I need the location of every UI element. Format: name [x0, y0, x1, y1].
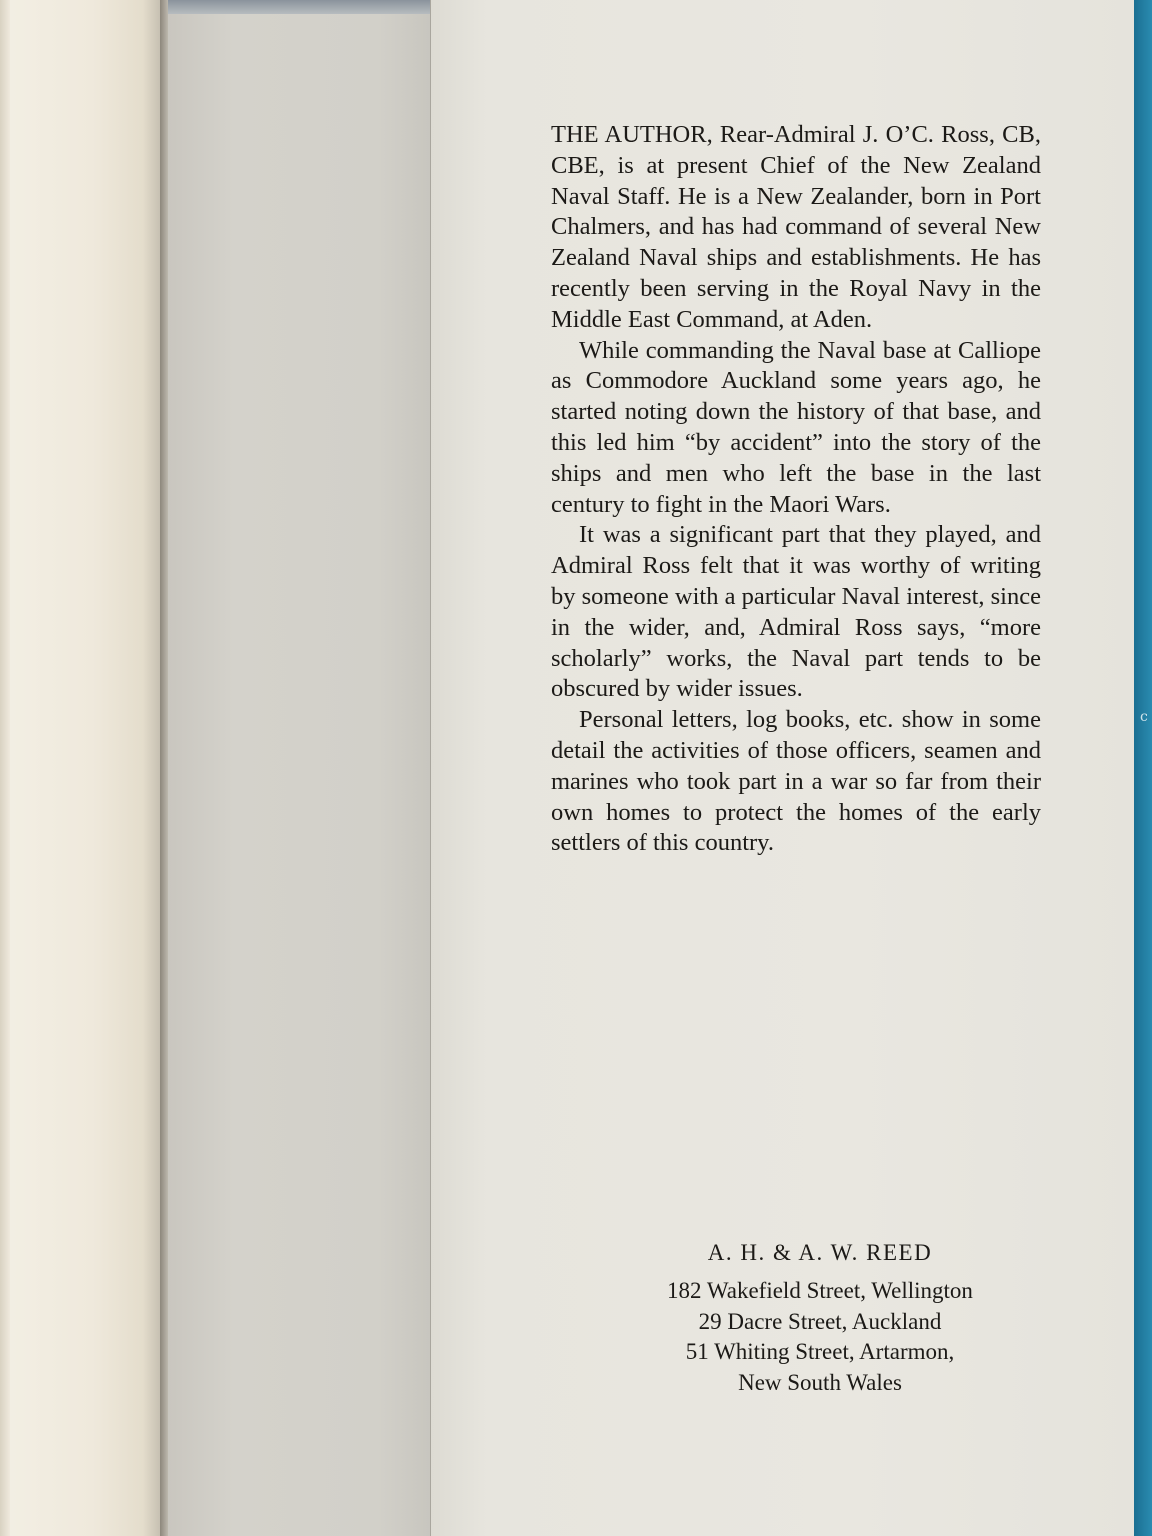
publisher-address-line: 29 Dacre Street, Auckland: [698, 1308, 942, 1334]
blurb-paragraph-4: Personal letters, log books, etc. show in some detail the activities of those officers, seamen and marines who took part in a war so far from their own homes to protect the homes of the early settlers of this country.: [551, 706, 1041, 857]
publisher-address-line: 182 Wakefield Street, Wellington: [667, 1278, 973, 1303]
left-page: [0, 0, 168, 1536]
blurb-paragraph-1: THE AUTHOR, Rear-Admiral J. O’C. Ross, CB, CBE, is at present Chief of the New Zealand Naval Staff. He is a New Zealander, born in Port Chalmers, and has had command of several New Zealand Naval ships and establishments. He has recently been serving in the Royal Navy in the Middle East Command, at Aden.: [551, 121, 1041, 333]
cover-edge-letter: c: [1140, 709, 1148, 725]
blue-cover-edge: [1134, 0, 1152, 1536]
blurb-paragraph-3: It was a significant part that they played, and Admiral Ross felt that it was worthy of writing by someone with a particular Naval interest, since in the wider, and, Admiral Ross says, “more scholarly” works, the Naval part tends to be obscured by wider issues.: [551, 521, 1041, 703]
author-blurb: [551, 120, 1041, 859]
publisher-block: [560, 1238, 1080, 1398]
publisher-name: A. H. & A. W. REED: [707, 1240, 933, 1265]
left-page-edge: [0, 0, 10, 1536]
grey-endpaper: [168, 0, 430, 1536]
blurb-paragraph-2: While commanding the Naval base at Calliope as Commodore Auckland some years ago, he started noting down the history of that base, and this led him “by accident” into the story of the ships and men who left the base in the last century to fight in the Maori Wars.: [551, 336, 1041, 518]
publisher-address-line: New South Wales: [738, 1369, 902, 1395]
publisher-address-line: 51 Whiting Street, Artarmon,: [685, 1339, 955, 1364]
endpaper-top-edge: [168, 0, 430, 14]
